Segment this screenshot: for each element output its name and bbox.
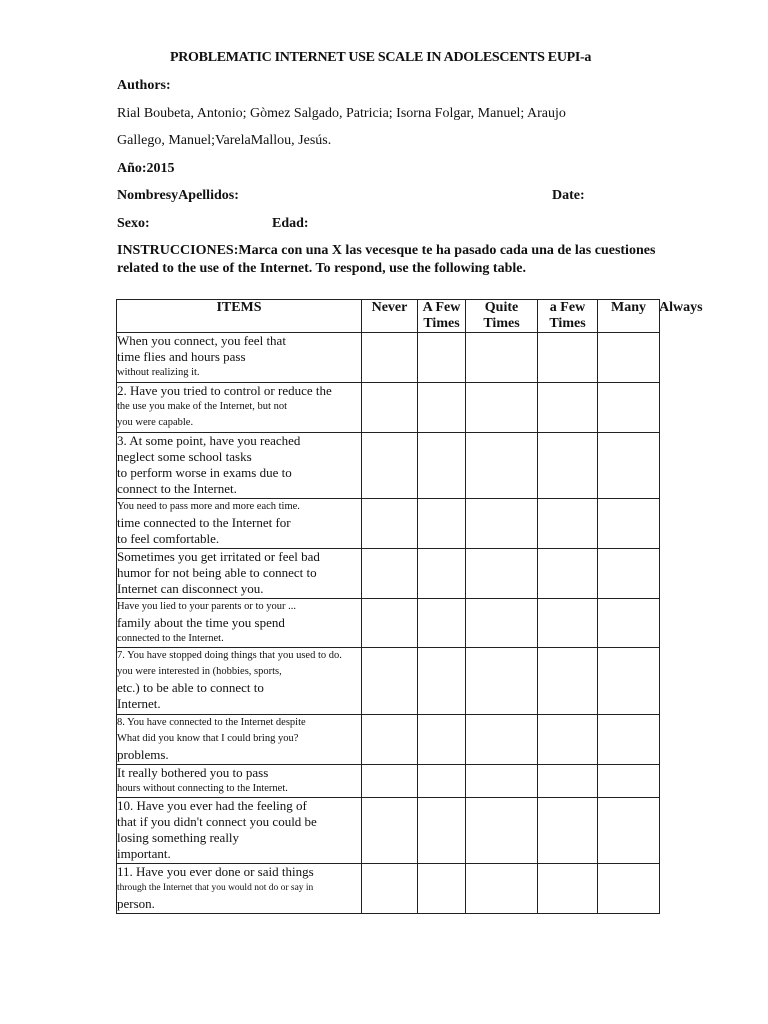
item-line: losing something really (117, 830, 240, 845)
authors-label: Authors: (117, 78, 171, 93)
option-label: A Few (422, 300, 461, 315)
item-line: through the Internet that you would not do or say in (117, 883, 314, 893)
item-line: time flies and hours pass (117, 349, 246, 364)
answer-cell-many[interactable] (598, 599, 660, 648)
answer-cell-a-few-times[interactable] (418, 383, 466, 433)
answer-cell-never[interactable] (362, 864, 418, 914)
item-line: to feel comfortable. (117, 531, 220, 546)
table-row (117, 433, 660, 499)
answer-cell-a-few-times[interactable] (418, 599, 466, 648)
table-header-row (117, 300, 660, 333)
answer-cell-quite-times[interactable] (466, 648, 538, 715)
table-row (117, 499, 660, 549)
answer-cell-a-few-times-2[interactable] (538, 798, 598, 864)
answer-cell-a-few-times[interactable] (418, 648, 466, 715)
option-quite-times-header (466, 300, 538, 333)
answer-cell-a-few-times[interactable] (418, 433, 466, 499)
answer-cell-a-few-times[interactable] (418, 864, 466, 914)
option-many-header (598, 300, 660, 333)
option-label: a Few (549, 300, 586, 315)
item-line: person. (117, 896, 155, 911)
answer-cell-a-few-times[interactable] (418, 499, 466, 549)
answer-cell-quite-times[interactable] (466, 798, 538, 864)
item-line: When you connect, you feel that (117, 333, 286, 348)
item-line: etc.) to be able to connect to (117, 680, 264, 695)
answer-cell-a-few-times[interactable] (418, 798, 466, 864)
year-label: Año:2015 (117, 161, 175, 176)
item-line: hours without connecting to the Internet. (117, 783, 288, 794)
item-line: important. (117, 846, 171, 861)
option-never-header (362, 300, 418, 333)
answer-cell-a-few-times-2[interactable] (538, 599, 598, 648)
instructions-line-2: related to the use of the Internet. To respond, use the following table. (117, 261, 526, 276)
item-line: connect to the Internet. (117, 481, 237, 496)
item-line: Internet can disconnect you. (117, 581, 264, 596)
answer-cell-quite-times[interactable] (466, 333, 538, 383)
table-row (117, 648, 660, 715)
answer-cell-many[interactable] (598, 864, 660, 914)
item-line: 2. Have you tried to control or reduce the (117, 383, 332, 398)
answer-cell-never[interactable] (362, 383, 418, 433)
answer-cell-a-few-times-2[interactable] (538, 333, 598, 383)
item-text (117, 715, 362, 765)
questionnaire-table (116, 299, 660, 914)
answer-cell-never[interactable] (362, 715, 418, 765)
answer-cell-many[interactable] (598, 549, 660, 599)
answer-cell-never[interactable] (362, 549, 418, 599)
option-label: Many (611, 300, 646, 315)
item-line: humor for not being able to connect to (117, 565, 317, 580)
answer-cell-a-few-times-2[interactable] (538, 715, 598, 765)
item-text (117, 383, 362, 433)
answer-cell-never[interactable] (362, 798, 418, 864)
item-text (117, 765, 362, 798)
page-title: PROBLEMATIC INTERNET USE SCALE IN ADOLESCENTS EUPI-a (170, 50, 592, 65)
item-line: the use you make of the Internet, but not (117, 401, 287, 412)
answer-cell-a-few-times-2[interactable] (538, 864, 598, 914)
option-label: Times (549, 316, 586, 331)
answer-cell-many[interactable] (598, 383, 660, 433)
answer-cell-many[interactable] (598, 333, 660, 383)
answer-cell-never[interactable] (362, 499, 418, 549)
option-label: Times (483, 316, 520, 331)
answer-cell-many[interactable] (598, 648, 660, 715)
answer-cell-a-few-times-2[interactable] (538, 648, 598, 715)
instructions (117, 242, 677, 278)
sexo-field-label: Sexo: (117, 216, 150, 231)
answer-cell-many[interactable] (598, 798, 660, 864)
option-a-few-times-2-header (538, 300, 598, 333)
answer-cell-many[interactable] (598, 765, 660, 798)
item-line: 3. At some point, have you reached (117, 433, 301, 448)
item-text (117, 433, 362, 499)
table-row (117, 383, 660, 433)
answer-cell-a-few-times[interactable] (418, 765, 466, 798)
table-row (117, 864, 660, 914)
answer-cell-quite-times[interactable] (466, 765, 538, 798)
item-line: 8. You have connected to the Internet despite (117, 717, 306, 728)
answer-cell-never[interactable] (362, 648, 418, 715)
answer-cell-many[interactable] (598, 715, 660, 765)
answer-cell-a-few-times[interactable] (418, 333, 466, 383)
answer-cell-quite-times[interactable] (466, 715, 538, 765)
item-text (117, 648, 362, 715)
table-row (117, 599, 660, 648)
item-text (117, 333, 362, 383)
answer-cell-never[interactable] (362, 765, 418, 798)
answer-cell-a-few-times-2[interactable] (538, 765, 598, 798)
option-label: Never (371, 300, 408, 315)
table-row (117, 765, 660, 798)
item-line: time connected to the Internet for (117, 515, 291, 530)
option-label: Always (659, 300, 703, 315)
item-text (117, 549, 362, 599)
item-text (117, 864, 362, 914)
item-line: that if you didn't connect you could be (117, 814, 317, 829)
answer-cell-quite-times[interactable] (466, 864, 538, 914)
item-text (117, 798, 362, 864)
option-label: Quite (484, 300, 519, 315)
answer-cell-a-few-times-2[interactable] (538, 383, 598, 433)
authors-line-2: Gallego, Manuel;VarelaMallou, Jesús. (117, 133, 332, 148)
date-field-label: Date: (552, 188, 585, 203)
authors-line-1: Rial Boubeta, Antonio; Gòmez Salgado, Patricia; Isorna Folgar, Manuel; Araujo (117, 106, 566, 121)
answer-cell-quite-times[interactable] (466, 499, 538, 549)
item-line: you were capable. (117, 417, 194, 428)
item-line: Internet. (117, 696, 161, 711)
item-line: What did you know that I could bring you? (117, 733, 299, 744)
answer-cell-quite-times[interactable] (466, 433, 538, 499)
option-a-few-times-header (418, 300, 466, 333)
answer-cell-many[interactable] (598, 433, 660, 499)
answer-cell-many[interactable] (598, 499, 660, 549)
item-line: 7. You have stopped doing things that you used to do. (117, 650, 342, 661)
answer-cell-never[interactable] (362, 433, 418, 499)
option-label: Times (423, 316, 460, 331)
table-row (117, 798, 660, 864)
item-line: Have you lied to your parents or to your ... (117, 601, 297, 612)
option-always-header (659, 300, 703, 316)
item-text (117, 599, 362, 648)
answer-cell-a-few-times-2[interactable] (538, 499, 598, 549)
item-line: you were interested in (hobbies, sports, (117, 666, 282, 677)
item-line: to perform worse in exams due to (117, 465, 292, 480)
items-header: ITEMS (117, 300, 362, 333)
answer-cell-a-few-times-2[interactable] (538, 549, 598, 599)
answer-cell-quite-times[interactable] (466, 599, 538, 648)
answer-cell-a-few-times[interactable] (418, 715, 466, 765)
table-row (117, 333, 660, 383)
edad-field-label: Edad: (272, 216, 309, 231)
answer-cell-a-few-times-2[interactable] (538, 433, 598, 499)
answer-cell-never[interactable] (362, 599, 418, 648)
instructions-line-1: INSTRUCCIONES:Marca con una X las vecesque te ha pasado cada una de las cuestiones (117, 243, 656, 258)
item-line: It really bothered you to pass (117, 765, 269, 780)
answer-cell-quite-times[interactable] (466, 383, 538, 433)
table-row (117, 549, 660, 599)
item-line: Sometimes you get irritated or feel bad (117, 549, 320, 564)
table-row (117, 715, 660, 765)
name-field-label: NombresyApellidos: (117, 188, 239, 203)
item-line: family about the time you spend (117, 615, 285, 630)
item-text (117, 499, 362, 549)
answer-cell-a-few-times[interactable] (418, 549, 466, 599)
item-line: connected to the Internet. (117, 633, 224, 644)
item-line: problems. (117, 747, 169, 762)
item-line: 10. Have you ever had the feeling of (117, 798, 307, 813)
item-line: You need to pass more and more each time. (117, 501, 300, 512)
answer-cell-never[interactable] (362, 333, 418, 383)
item-line: 11. Have you ever done or said things (117, 864, 314, 879)
item-line: without realizing it. (117, 367, 200, 378)
item-line: neglect some school tasks (117, 449, 252, 464)
answer-cell-quite-times[interactable] (466, 549, 538, 599)
